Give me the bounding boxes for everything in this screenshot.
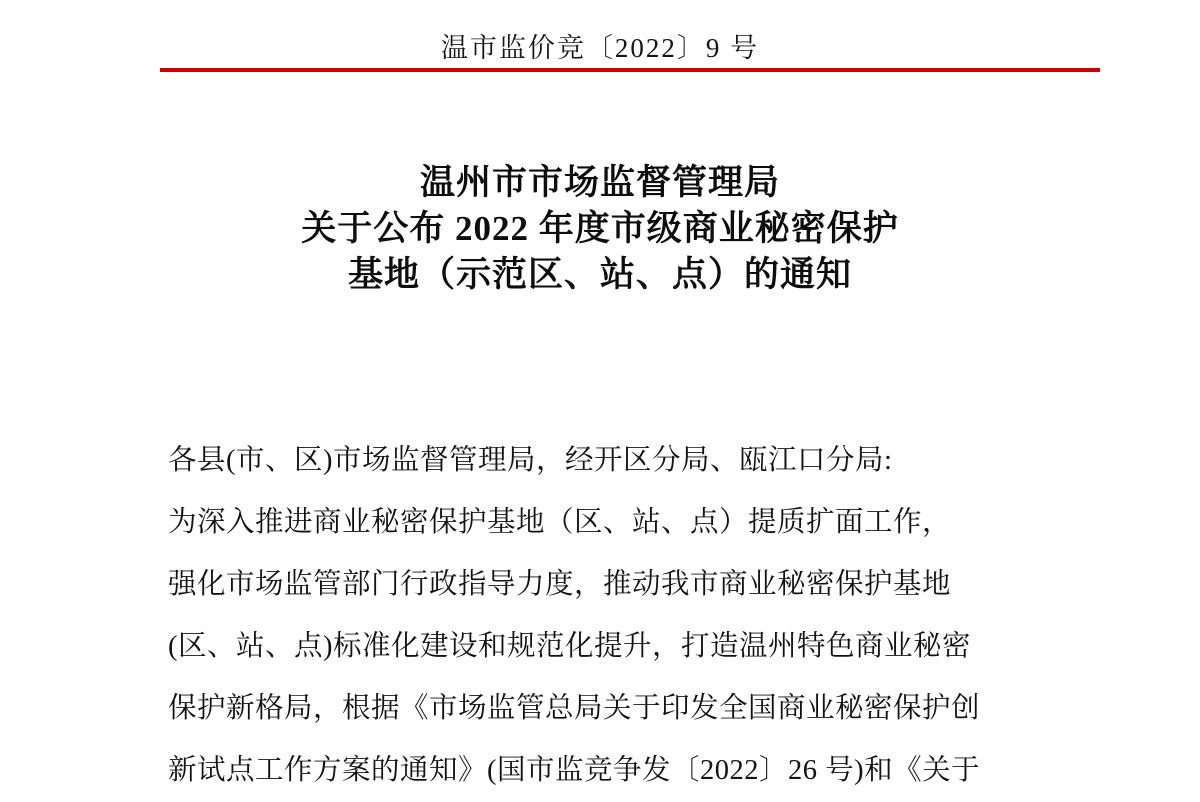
document-title bbox=[0, 160, 1200, 298]
title-line-1: 温州市市场监督管理局 bbox=[419, 163, 780, 202]
body-line-4: 保护新格局，根据《市场监管总局关于印发全国商业秘密保护创 bbox=[168, 693, 981, 724]
body-line-5: 新试点工作方案的通知》(国市监竞争发〔2022〕26 号)和《关于 bbox=[168, 755, 981, 786]
body-line-3: (区、站、点)标准化建设和规范化提升，打造温州特色商业秘密 bbox=[168, 631, 971, 662]
document-number: 温市监价竞〔2022〕9 号 bbox=[440, 33, 760, 63]
body-line-2: 强化市场监管部门行政指导力度，推动我市商业秘密保护基地 bbox=[168, 569, 952, 600]
title-line-3: 基地（示范区、站、点）的通知 bbox=[347, 255, 852, 294]
addressee-line: 各县(市、区)市场监督管理局，经开区分局、瓯江口分局: bbox=[168, 445, 893, 476]
document-body bbox=[168, 430, 1100, 802]
title-line-2: 关于公布 2022 年度市级商业秘密保护 bbox=[301, 209, 899, 248]
red-divider-rule bbox=[160, 68, 1100, 72]
body-line-1: 为深入推进商业秘密保护基地（区、站、点）提质扩面工作， bbox=[168, 507, 952, 538]
